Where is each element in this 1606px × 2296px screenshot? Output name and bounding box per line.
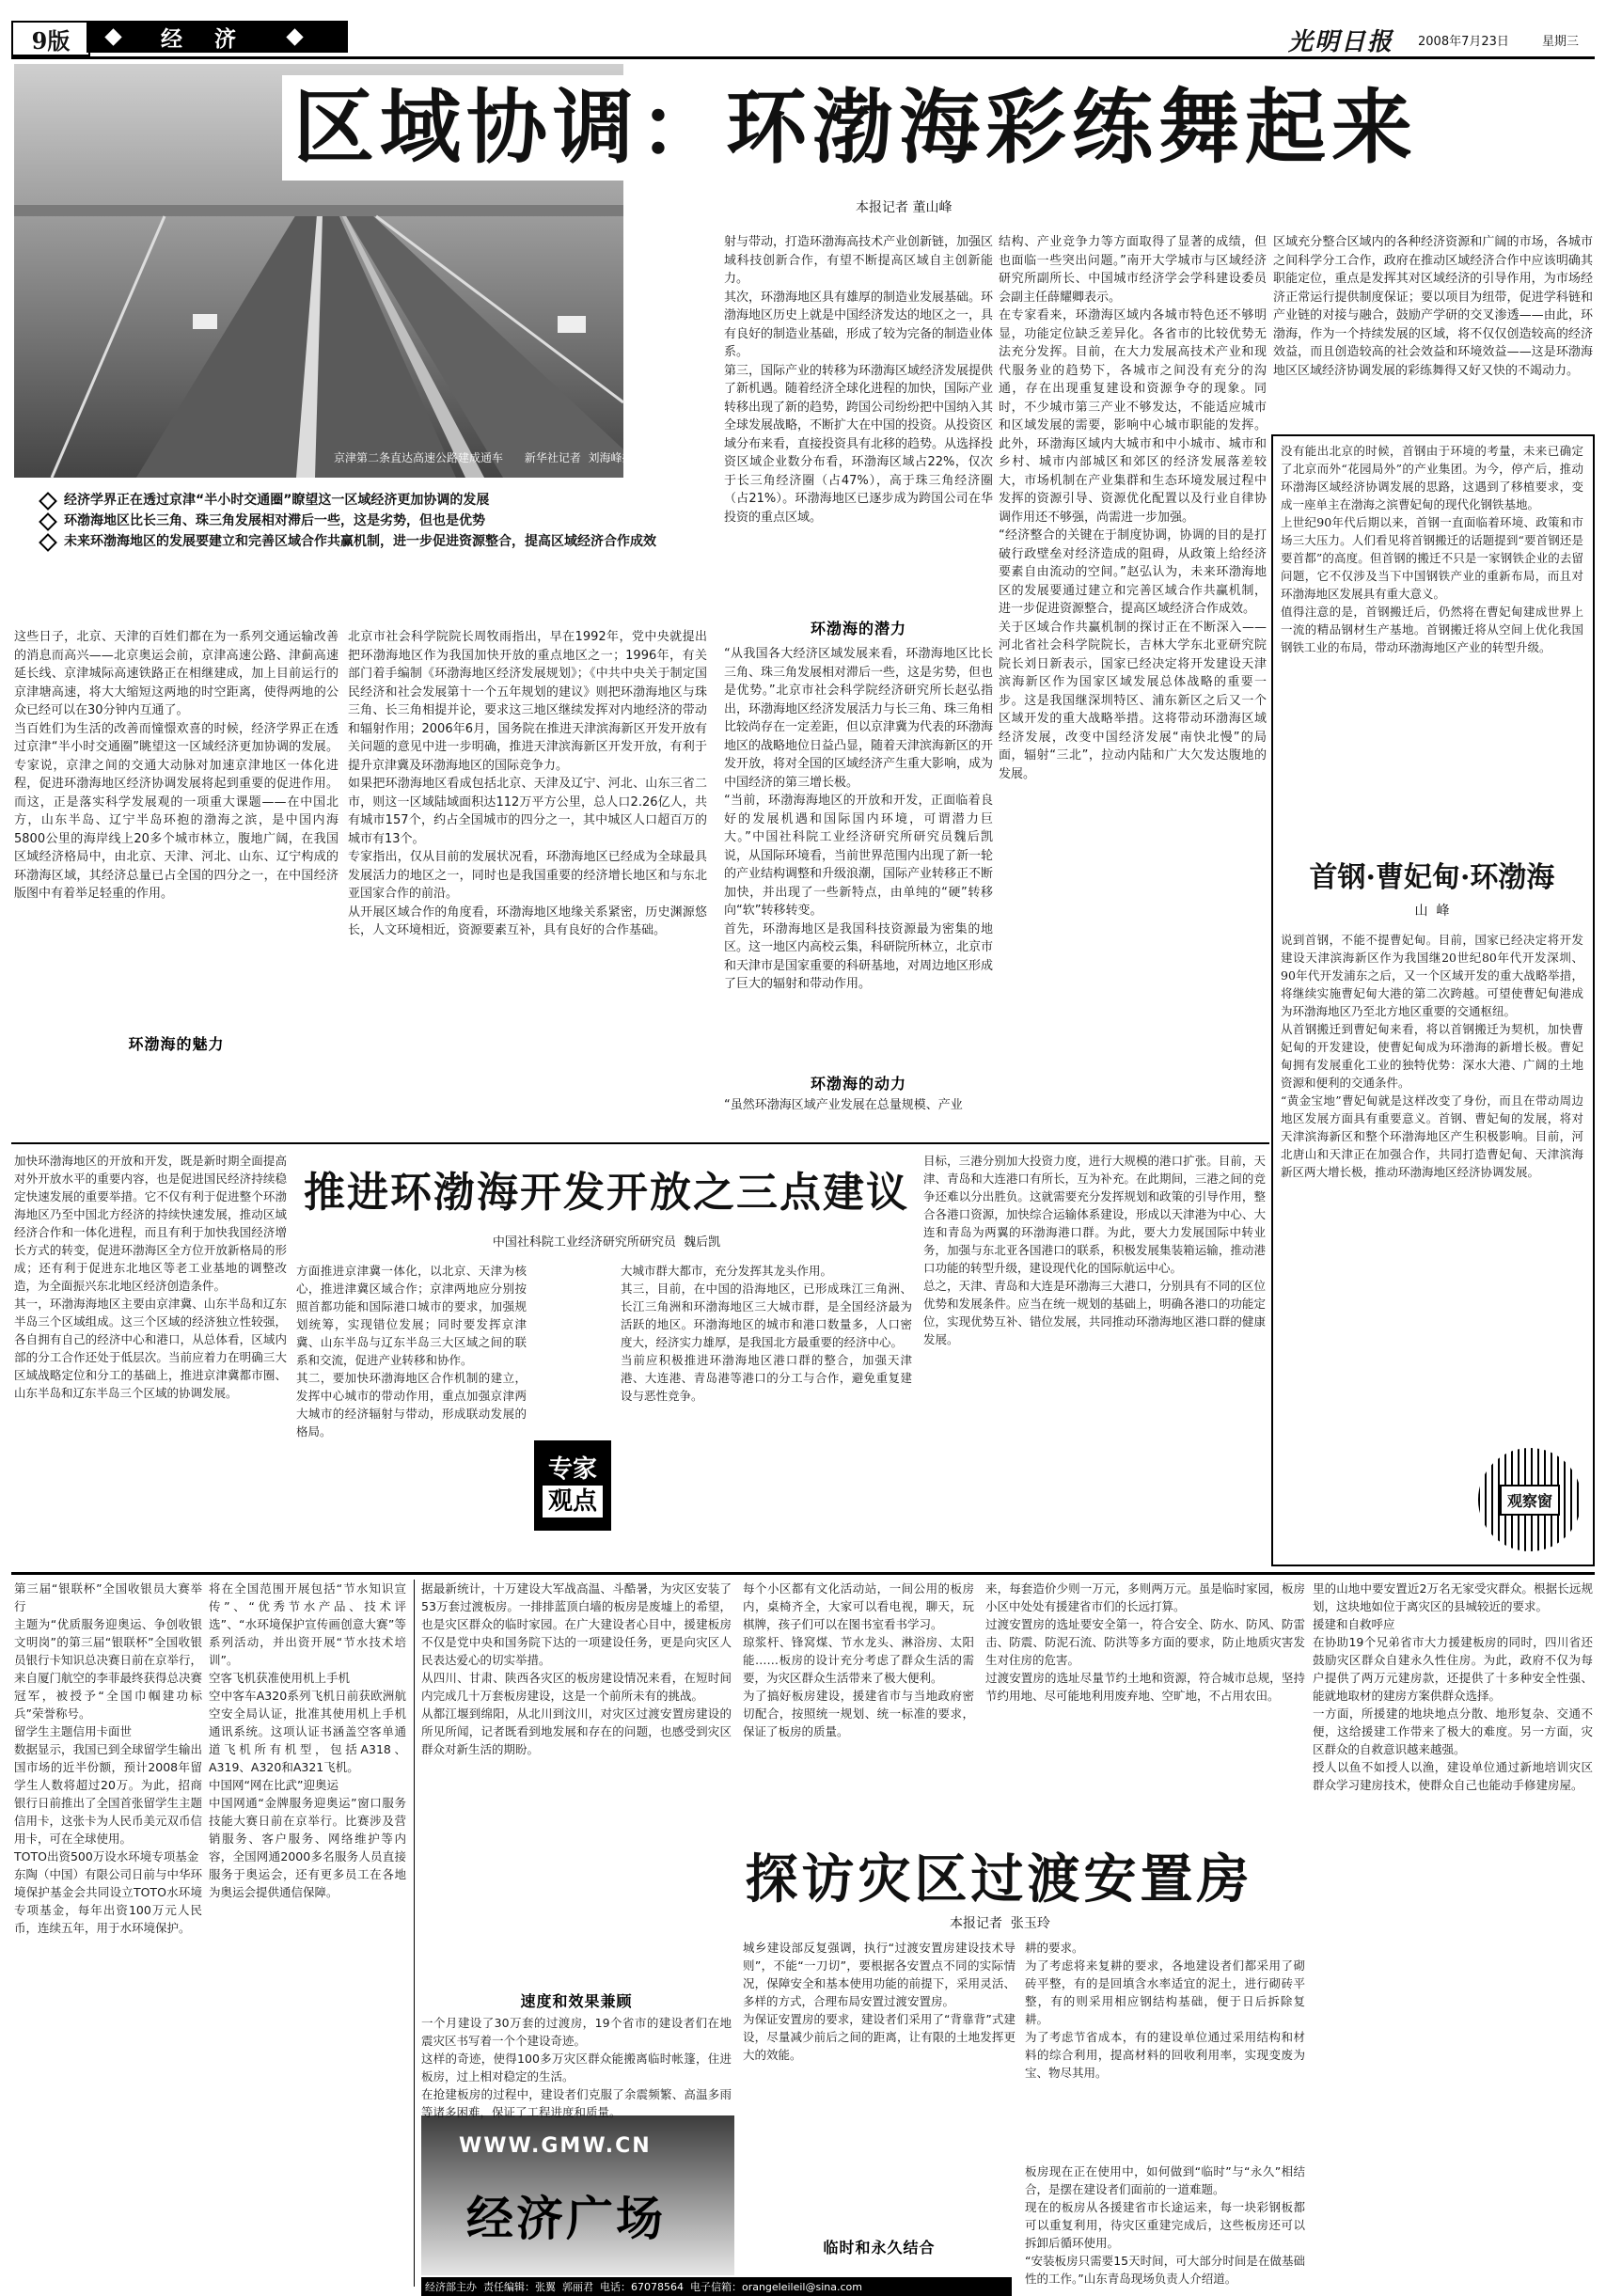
essay-col-1: 加快环渤海地区的开放和开发，既是新时期全面提高对外开放水平的重要内容，也是促进国民经济持续稳定快速发展的重要举措。它不仅有利于促进整个环渤海地区乃至中国北方经济的持续快速发展，推动区域经济合作和一体化进程，而且有利于加快我国经济增长方式的转变，促进环渤海区全方位开放新格局的形成；还有利于促进东北地区等老工业基地的调整改造，为全面振兴东北地区经济创造条件。 其一，环渤海海地区主要由京津冀、山东半岛和辽东半岛三个区域组成。这三个区域的经济独立性较强，各自拥有自己的经济中心和港口，从总体看，区域内部的分工合作还处于低层次。当前应着力在明确三大区域战略定位和分工的基础上，推进京津冀都市圈、山东半岛和辽东半岛三个区域的协调发展。: [14, 1154, 287, 1400]
lead-text-col-b: 结构、产业竞争力等方面取得了显著的成绩，但也面临一些突出问题。”南开大学城市与区域经济研究所副所长、中国城市经济学会学科建设委员会副主任薛耀卿表示。 在专家看来，环渤海区域内各城市特色还不够明显，功能定位缺乏差异化。各省市的比较优势无法充分发挥。目前，在大力发展高技术产业和现代服务业的趋势下，各城市之间没有充分的沟通，存在出现重复建设和资源争夺的现象。同时，不少城市第三产业不够发达，不能适应城市和区域发展的需要，影响中心城市职能的发挥。此外，环渤海区域内大城市和中小城市、城市和乡村、城市内部城区和郊区的经济发展落差较大，市场机制在产业集群和生态环境发展过程中发挥的资源引导、资源优化配置以及行业自律协调作用还不够强，尚需进一步加强。 “经济整合的关键在于制度协调，协调的目的是打破行政壁垒对经济造成的阻碍，从政策上给经济要素自由流动的空间。”赵弘认为，未来环渤海地区的发展要通过建立和完善区域合作共赢机制，进一步促进资源整合，提高区域经济合作成效。 关于区域合作共赢机制的探讨正在不断深入——河北省社会科学院院长，吉林大学东北亚研究院院长刘日新表示，国家已经决定将开发建设天津滨海新区作为国家区域发展总体战略的重要一步。这是我国继深圳特区、浦东新区之后又一个区域开发的重大战略举措。这将带动环渤海区域经济发展，改变中国经济发展“南快北慢”的局面，辐射“三北”，拉动内陆和广大欠发达腹地的发展。: [999, 235, 1267, 781]
summary-bullets: [38, 489, 713, 553]
lead-headline: 区域协调：环渤海彩练舞起来: [282, 75, 1429, 181]
disaster-col-c: 来，每套造价少则一万元，多则两万元。虽是临时家园，板房小区中处处有援建省市们的长远打算。 过渡安置房的选址要安全第一，符合安全、防水、防风、防雷击、防震、防泥石流、防洪等多方面的要求，防止地质灾害发生对住房的危害。 过渡安置房的选址尽量节约土地和资源，符合城市总规，坚持节约用地、尽可能地利用废弃地、空旷地，不占用农田。: [985, 1581, 1305, 1703]
lead-text-col-2: 北京市社会科学院院长周牧雨指出，早在1992年，党中央就提出把环渤海地区作为我国加快开放的重点地区之一；1996年，有关部门着手编制《环渤海地区经济发展规划》；《中共中央关于制定国民经济和社会发展第十一个五年规划的建议》则把环渤海地区与珠三角、长三角相提并论，要求这三地区继续发挥对内地经济的带动和辐射作用；2006年6月，国务院在推进天津滨海新区开发开放有关问题的意见中进一步明确，推进天津滨海新区开发开放，有利于提升京津冀及环渤海地区的国际竞争力。 如果把环渤海地区看成包括北京、天津及辽宁、河北、山东三省二市，则这一区域陆域面积达112万平方公里，总人口2.26亿人，共有城市157个，约占全国城市的四分之一，其中城区人口超百万的城市有13个。 专家指出，仅从目前的发展状况看，环渤海地区已经成为全球最具发展活力的地区之一，同时也是我国重要的经济增长地区和与东北亚国家合作的前沿。 从开展区域合作的角度看，环渤海地区地缘关系紧密，历史渊源悠长，人文环境相近，资源要素互补，具有良好的合作基础。: [348, 630, 707, 937]
brief-divider: [414, 1580, 415, 2287]
essay-byline: 中国社科院工业经济研究所研究员 魏后凯: [492, 1235, 721, 1250]
observation-badge: [1478, 1448, 1582, 1551]
disaster-lower-col-4: 板房现在正在使用中，如何做到“临时”与“永久”相结合，是摆在建设者们面前的一道难题。 现在的板房从各援建省市长途运来，每一块彩钢板都可以重复利用，待灾区重建完成后，这些板房还可以拆卸后循环使用。 “安装板房只需要15天时间，可大部分时间是在做基础性的工作。”山东青岛现场负责人介绍道。: [1025, 2164, 1305, 2286]
disaster-lower-col-2: 城乡建设部反复强调，执行“过渡安置房建设技术导则”，不能“一刀切”，要根据各安置点不同的实际情况，保障安全和基本使用功能的前提下，采用灵活、多样的方式，合理布局安置过渡安置房。 为保证安置房的要求，建设者们采用了“背靠背”式建设，尽量减少前后之间的距离，让有限的土地发挥更大的效能。: [743, 1941, 1016, 2062]
summary-bullet: 环渤海地区比长三角、珠三角发展相对滞后一些，这是劣势，但也是优势: [38, 511, 713, 530]
essay-col-4: 目标，三港分别加大投资力度，进行大规模的港口扩张。目前，天津、青岛和大连港口有所长，互为补充。在此期间，三港之间的竞争还难以分出胜负。这就需要充分发挥规划和政策的引导作用，整合各港口资源，加快综合运输体系建设，形成以天津港为中心、大连和青岛为两翼的环渤海港口群。为此，要大力发展国际中转业务，加强与东北亚各国港口的联系，积极发展集装箱运输，推动港口功能的转型升级，建设现代化的国际航运中心。 总之，天津、青岛和大连是环渤海三大港口，分别具有不同的区位优势和发展条件。应当在统一规划的基础上，明确各港口的功能定位，实现优势互补、错位发展，共同推动环渤海地区港口群的健康发展。: [923, 1154, 1266, 1346]
disaster-col-a: 据最新统计，十万建设大军战高温、斗酷暑，为灾区安装了53万套过渡板房。一排排蓝顶白墙的板房是废墟上的希望，也是灾区群众的临时家园。在广大建设者心目中，援建板房不仅是党中央和国务院下达的一项建设任务，更是向灾区人民表达爱心的切实举措。 从四川、甘肃、陕西各灾区的板房建设情况来看，在短时间内完成几十万套板房建设，这是一个前所未有的挑战。 从都江堰到绵阳，从北川到汶川，对灾区过渡安置房建设的所见所闻，记者既看到地发展和存在的问题，也感受到灾区群众对新生活的期盼。: [421, 1581, 732, 1756]
photo-caption: 京津第二条直达高速公路建成通车 新华社记者 刘海峰摄: [334, 451, 634, 464]
brief-col-1: 第三届“银联杯”全国收银员大赛举行 主题为“优质服务迎奥运、争创收银文明岗”的第三届“银联杯”全国收银员银行卡知识总决赛日前在京举行，来自厦门航空的李菲最终获得总决赛冠军，被授予“全国巾帼建功标兵”荣誉称号。 留学生主题信用卡面世 数据显示，我国已到全球留学生输出国市场的近半份额，预计2008年留学生人数将超过20万。为此，招商银行日前推出了全国首张留学生主题信用卡，这张卡为人民币美元双币信用卡，可在全球使用。 TOTO出资500万设水环境专项基金 东陶（中国）有限公司日前与中华环境保护基金会共同设立TOTO水环境专项基金，每年出资100万元人民币，连续五年，用于水环境保护。: [14, 1581, 203, 1935]
lead-text-col-3: “从我国各大经济区域发展来看，环渤海地区比长三角、珠三角发展相对滞后一些，这是劣势，但也是优势。”北京市社会科学院经济研究所长赵弘指出，环渤海地区经济发展活力与长三角、珠三角相比较尚存在一定差距，但以京津冀为代表的环渤海地区的战略地位日益凸显，随着天津滨海新区的开发开放，将对全国的区域经济产生重大影响，成为中国经济的第三增长极。 “当前，环渤海海地区的开放和开发，正面临着良好的发展机遇和国际国内环境，可谓潜力巨大。”中国社科院工业经济研究所研究员魏后凯说，从国际环境看，当前世界范围内出现了新一轮的产业结构调整和升级浪潮，国际产业转移正不断加快，并出现了一些新特点，由单纯的“硬”转移向“软”转移转变。 首先，环渤海地区是我国科技资源最为密集的地区。这一地区内高校云集，科研院所林立，北京市和天津市是国家重要的科研基地，对周边地区形成了巨大的辐射和带动作用。: [724, 647, 994, 991]
page-number: 9版: [31, 26, 71, 55]
lead-text-col-4: “虽然环渤海区域产业发展在总量规模、产业: [724, 1098, 963, 1112]
subhead-potential: 环渤海的潜力: [810, 620, 906, 637]
section-marker-icon: [104, 28, 121, 45]
observation-author: 山 峰: [1414, 904, 1450, 919]
observation-title: 首钢·曹妃甸·环渤海: [1309, 861, 1555, 894]
bottom-top-rule: [11, 1572, 1595, 1575]
page-number-box: [11, 21, 90, 56]
observation-intro: 没有能出北京的时候，首钢由于环境的考量，未来已确定了北京而外“花园局外”的产业集团。为今，停产后，推动环渤海区域经济协调发展的思路，这遇到了移植要求，变成一座单主在渤海之滨曹妃甸的现代化钢铁基地。 上世纪90年代后期以来，首钢一直面临着环境、政策和市场三大压力。人们看见将首钢搬迁的话题提到“要首钢还是要首都”的高度。但首钢的搬迁不只是一家钢铁企业的去留问题，它不仅涉及当下中国钢铁产业的重新布局，而且对环渤海地区发展具有重大意义。 值得注意的是，首钢搬迁后，仍然将在曹妃甸建成世界上一流的精品钢材生产基地。首钢搬迁将从空间上优化我国钢铁工业的布局，带动环渤海地区产业的转型升级。: [1281, 444, 1583, 654]
essay-headline: 推进环渤海开发开放之三点建议: [304, 1169, 909, 1217]
page-footer: 经济部主办 责任编辑：张翼 郭丽君 电话：67078564 电子信箱：orangeleileil@sina.com: [421, 2277, 1012, 2296]
economy-plaza-banner: [421, 2115, 734, 2275]
essay-col-3: 大城市群大都市，充分发挥其龙头作用。 其三，目前，在中国的沿海地区，已形成珠江三角洲、长江三角洲和环渤海地区三大城市群，是全国经济最为活跃的地区。环渤海地区的城市和港口数量多，人口密度大，经济实力雄厚，是我国北方最重要的经济中心。 当前应积极推进环渤海地区港口群的整合，加强天津港、大连港、青岛港等港口的分工与合作，避免重复建设与恶性竞争。: [621, 1264, 912, 1403]
disaster-byline: 本报记者 张玉玲: [950, 1916, 1050, 1931]
brief-col-2: 将在全国范围开展包括“节水知识宣传”、“优秀节水产品、技术评选”、“水环境保护宣传画创意大赛”等系列活动，并出资开展“节水技术培训”。 空客飞机获准使用机上手机 空中客车A320系列飞机日前获欧洲航空安全局认证，批准其使用机上手机通讯系统。这项认证书涵盖空客单通道飞机所有机型，包括A318、A319、A320和A321飞机。 中国网“网在比武”迎奥运 中国网通“金牌服务迎奥运”窗口服务技能大赛日前在京举行。比赛涉及营销服务、客户服务、网络维护等内容，全国网通2000多名服务人员直接服务于奥运会，还有更多员工在各地为奥运会提供通信保障。: [209, 1581, 406, 1899]
masthead: 光明日报: [1288, 28, 1394, 56]
lead-text-col-1: 这些日子，北京、天津的百姓们都在为一系列交通运输改善的消息而高兴——北京奥运会前，京津高速公路、津蓟高速延长线、京津城际高速铁路正在相继建成，加上目前运行的京津塘高速，将大大缩短这两地的时空距离，使得两地的公众已经可以在30分钟内互通了。 当百姓们为生活的改善而憧憬欢喜的时候，经济学界正在透过京津“半小时交通圈”眺望这一区域经济更加协调的发展。专家说，京津之间的交通大动脉对加速京津地区一体化进程，促进环渤海地区经济协调发展将起到重要的促进作用。而这，正是落实科学发展观的一项重大课题——在中国北方，山东半岛、辽宁半岛环抱的渤海之滨，是中国内海5800公里的海岸线上20多个城市林立，腹地广阔，在我国区域经济格局中，由北京、天津、河北、山东、辽宁构成的环渤海区域，其经济总量已占全国的四分之一，在中国经济版图中有着举足轻重的作用。: [14, 630, 339, 901]
expert-stamp-bottom: 观点: [543, 1486, 603, 1518]
banner-url: WWW.GMW.CN: [459, 2134, 652, 2158]
essay-top-rule: [11, 1142, 1269, 1144]
issue-date: 2008年7月23日: [1418, 35, 1509, 49]
section-label: 经 济: [161, 25, 243, 52]
lead-byline: 本报记者 董山峰: [856, 200, 953, 215]
diamond-bullet-icon: [39, 533, 57, 552]
disaster-lower-col-3: 耕的要求。 为了考虑将来复耕的要求，各地建设者们都采用了砌砖平整，有的是回填含水率适宜的泥土，进行砌砖平整，有的则采用相应钢结构基础，便于日后拆除复耕。 为了考虑节省成本，有的建设单位通过采用结构和材料的综合利用，提高材料的回收利用率，实现变废为宝、物尽其用。: [1025, 1941, 1305, 2080]
summary-bullet: 未来环渤海地区的发展要建立和完善区域合作共赢机制，进一步促进资源整合，提高区域经济合作成效: [38, 532, 713, 551]
essay-col-2: 方面推进京津冀一体化，以北京、天津为核心，推进津冀区域合作；京津两地应分别按照首都功能和国际港口城市的要求，加强规划统筹，实现错位发展；同时要发挥京津冀、山东半岛与辽东半岛三大区域之间的联系和交流，促进产业转移和协作。 其二，要加快环渤海地区合作机制的建立，发挥中心城市的带动作用，重点加强京津两大城市的经济辐射与带动，形成联动发展的格局。: [296, 1264, 527, 1439]
disaster-col-b: 每个小区都有文化活动站，一间公用的板房内，桌椅齐全，大家可以看电视，聊天，玩棋牌，孩子们可以在图书室看书学习。 琼浆杆、锋窝煤、节水龙头、淋浴房、太阳能……板房的设计充分考虑了群众生活的需要，为灾区群众生活带来了极大便利。 为了搞好板房建设，援建省市与当地政府密切配合，按照统一规划、统一标准的要求，保证了板房的质量。: [743, 1581, 974, 1738]
subhead-temporary: 临时和永久结合: [823, 2239, 936, 2257]
expert-stamp: [534, 1440, 611, 1531]
section-bar: [87, 21, 348, 53]
disaster-lower-col-1: 一个月建设了30万套的过渡房，19个省市的建设者们在地震灾区书写着一个个建设奇迹。 这样的奇迹，使得100多万灾区群众能搬离临时帐篷，住进板房，过上相对稳定的生活。 在抢建板房的过程中，建设者们克服了余震频繁、高温多雨等诸多困难，保证了工程进度和质量。: [421, 2016, 732, 2119]
disaster-col-d: 里的山地中要安置近2万名无家受灾群众。根据长远规划，这块地如位于离灾区的县城较近的要求。 援建和自救呼应 在协助19个兄弟省市大力援建板房的同时，四川省还鼓励灾区群众自建永久性住房。为此，政府不仅为每户提供了两万元建房款，还提供了十多种安全性强、能就地取材的建房方案供群众选择。 一方面，所援建的地块地点分散、地形复杂、交通不便，这给援建工作带来了极大的难度。另一方面，灾区群众的自救意识越来越强。 授人以鱼不如授人以渔，建设单位通过新地培训灾区群众学习建房技术，使群众自己也能动手修建房屋。: [1313, 1581, 1593, 1792]
summary-bullet: 经济学界正在透过京津“半小时交通圈”瞭望这一区域经济更加协调的发展: [38, 491, 713, 510]
diamond-bullet-icon: [39, 512, 57, 531]
weekday: 星期三: [1542, 35, 1580, 49]
expert-stamp-top: 专家: [547, 1455, 597, 1484]
section-marker-icon: [286, 28, 303, 45]
diamond-bullet-icon: [39, 492, 57, 511]
subhead-momentum: 环渤海的动力: [810, 1075, 906, 1093]
subhead-speed: 速度和效果兼顾: [520, 1992, 633, 2010]
lead-text-col-a: 射与带动，打造环渤海高技术产业创新链，加强区域科技创新合作，有望不断提高区域自主创新能力。 其次，环渤海地区具有雄厚的制造业发展基础。环渤海地区历史上就是中国经济发达的地区之一，具有良好的制造业基础，形成了较为完备的制造业体系。 第三，国际产业的转移为环渤海区域经济发展提供了新机遇。随着经济全球化进程的加快，国际产业转移出现了新的趋势，跨国公司纷纷把中国纳入其全球发展战略，不断扩大在中国的投资。从投资区域分布来看，直接投资具有北移的趋势。从选择投资区域企业数分布看，环渤海区域占22%，仅次于长三角经济圈（占47%），高于珠三角经济圈（占21%）。环渤海地区已逐步成为跨国公司在华投资的重点区域。: [724, 235, 994, 525]
header-rule: [11, 56, 1595, 59]
subhead-charm: 环渤海的魅力: [128, 1035, 225, 1053]
observation-body: 说到首钢，不能不提曹妃甸。目前，国家已经决定将开发建设天津滨海新区作为我国继20世纪80年代开发深圳、90年代开发浦东之后，又一个区域开发的重大战略举措，将继续实施曹妃甸大港的第二次跨越。可望使曹妃甸港成为环渤海地区乃至北方地区重要的交通枢纽。 从首钢搬迁到曹妃甸来看，将以首钢搬迁为契机，加快曹妃甸的开发建设，使曹妃甸成为环渤海的新增长极。曹妃甸拥有发展重化工业的独特优势：深水大港、广阔的土地资源和便利的交通条件。 “黄金宝地”曹妃甸就是这样改变了身份，而且在带动周边地区发展方面具有重要意义。首钢、曹妃甸的发展，将对天津滨海新区和整个环渤海地区产生积极影响。目前，河北唐山和天津正在加强合作，共同打造曹妃甸、天津滨海新区两大增长极，推动环渤海地区经济协调发展。: [1281, 933, 1583, 1179]
observation-badge-label: 观察窗: [1500, 1485, 1560, 1516]
lead-text-col-c: 区域充分整合区域内的各种经济资源和广阔的市场，各城市之间科学分工合作，政府在推动区域经济合作中应该明确其职能定位，重点是发挥其对区域经济的引导作用，为市场经济正常运行提供制度保证；要以项目为纽带，促进学科链和产业链的对接与融合，鼓励产学研的交叉渗透——由此，环渤海，作为一个持续发展的区域，将不仅仅创造较高的经济效益，而且创造较高的社会效益和环境效益——这是环渤海地区区域经济协调发展的彩练舞得又好又快的不竭动力。: [1273, 235, 1593, 378]
disaster-headline: 探访灾区过渡安置房: [745, 1848, 1253, 1911]
banner-title: 经济广场: [466, 2191, 666, 2246]
